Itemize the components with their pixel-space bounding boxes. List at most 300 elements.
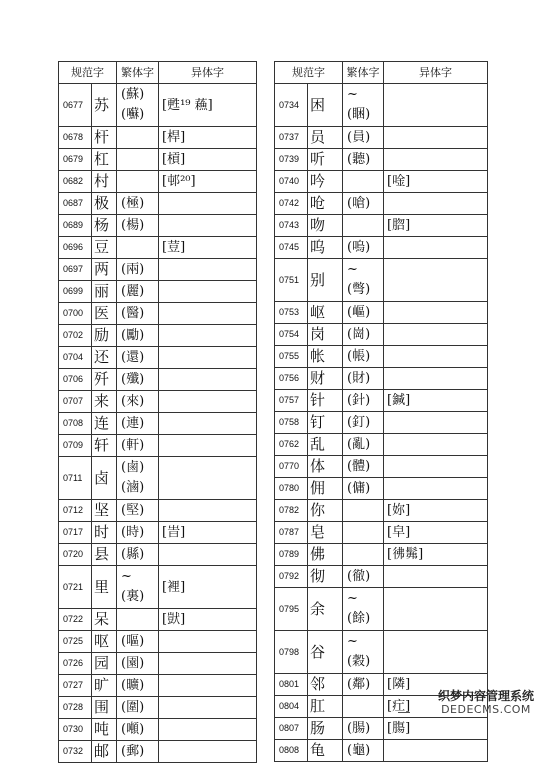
table-row xyxy=(59,237,257,259)
standard-char: 余 xyxy=(308,588,343,631)
traditional-cell xyxy=(343,302,384,324)
table-row xyxy=(59,675,257,697)
traditional-cell xyxy=(117,127,159,149)
table-row xyxy=(275,631,488,674)
traditional-cell xyxy=(343,588,384,631)
char-code: 0804 xyxy=(275,696,308,718)
traditional-char: (睏) xyxy=(347,107,371,122)
variant-char xyxy=(384,237,488,259)
traditional-cell xyxy=(343,544,384,566)
traditional-char: (體) xyxy=(347,458,371,474)
standard-char: 佛 xyxy=(308,544,343,566)
traditional-cell xyxy=(117,609,159,631)
standard-char: 丽 xyxy=(92,281,117,303)
variant-char: [膓] xyxy=(384,718,488,740)
standard-char: 财 xyxy=(308,368,343,390)
standard-char: 龟 xyxy=(308,740,343,762)
table-row xyxy=(59,653,257,675)
variant-char xyxy=(384,456,488,478)
table-row xyxy=(275,324,488,346)
variant-char xyxy=(159,653,257,675)
variant-char xyxy=(384,368,488,390)
char-code: 0730 xyxy=(59,719,92,741)
table-row xyxy=(59,631,257,653)
traditional-char: ~ xyxy=(347,634,358,649)
variant-char xyxy=(159,544,257,566)
char-code: 0789 xyxy=(275,544,308,566)
traditional-char: ~ xyxy=(347,87,358,102)
left-table-body xyxy=(59,84,257,763)
standard-char: 极 xyxy=(92,193,117,215)
char-code: 0734 xyxy=(275,84,308,127)
standard-char: 呆 xyxy=(92,609,117,631)
char-code: 0745 xyxy=(275,237,308,259)
variant-char xyxy=(159,675,257,697)
table-row xyxy=(59,281,257,303)
variant-char xyxy=(384,149,488,171)
variant-char: [桿] xyxy=(159,127,257,149)
char-code: 0808 xyxy=(275,740,308,762)
traditional-cell xyxy=(343,631,384,674)
variant-char: [荳] xyxy=(159,237,257,259)
char-code: 0708 xyxy=(59,413,92,435)
variant-char xyxy=(384,588,488,631)
traditional-cell xyxy=(343,674,384,696)
standard-char: 肛 xyxy=(308,696,343,718)
char-code: 0756 xyxy=(275,368,308,390)
standard-char: 岗 xyxy=(308,324,343,346)
variant-char xyxy=(159,435,257,457)
standard-char: 困 xyxy=(308,84,343,127)
traditional-char: (餘) xyxy=(347,611,371,626)
char-code: 0801 xyxy=(275,674,308,696)
traditional-cell xyxy=(117,435,159,457)
variant-char xyxy=(384,346,488,368)
standard-char: 连 xyxy=(92,413,117,435)
char-code: 0700 xyxy=(59,303,92,325)
table-row xyxy=(275,346,488,368)
traditional-cell xyxy=(117,741,159,763)
variant-char: [皁] xyxy=(384,522,488,544)
variant-char xyxy=(159,369,257,391)
standard-char: 呜 xyxy=(308,237,343,259)
char-code: 0807 xyxy=(275,718,308,740)
variant-char xyxy=(159,697,257,719)
table-row xyxy=(59,303,257,325)
standard-char: 彻 xyxy=(308,566,343,588)
table-row xyxy=(275,149,488,171)
traditional-cell xyxy=(343,500,384,522)
right-table xyxy=(274,61,488,762)
traditional-char: (圍) xyxy=(121,699,145,715)
right-table-body xyxy=(275,84,488,762)
traditional-cell xyxy=(343,237,384,259)
table-row xyxy=(59,325,257,347)
char-code: 0709 xyxy=(59,435,92,457)
standard-char: 里 xyxy=(92,566,117,609)
traditional-cell xyxy=(343,149,384,171)
char-code: 0689 xyxy=(59,215,92,237)
traditional-char: (殲) xyxy=(121,371,145,387)
char-code: 0679 xyxy=(59,149,92,171)
table-row xyxy=(275,456,488,478)
char-code: 0751 xyxy=(275,259,308,302)
traditional-char: (堅) xyxy=(121,502,145,518)
traditional-cell xyxy=(117,281,159,303)
table-row xyxy=(275,566,488,588)
traditional-char: (嘔) xyxy=(121,633,145,649)
char-code: 0721 xyxy=(59,566,92,609)
variant-char: [鍼] xyxy=(384,390,488,412)
variant-char xyxy=(159,281,257,303)
char-code: 0725 xyxy=(59,631,92,653)
table-row xyxy=(59,171,257,193)
char-code: 0727 xyxy=(59,675,92,697)
traditional-cell xyxy=(117,631,159,653)
standard-char: 来 xyxy=(92,391,117,413)
table-row xyxy=(59,413,257,435)
traditional-char: (來) xyxy=(121,393,145,409)
variant-char xyxy=(159,347,257,369)
char-code: 0697 xyxy=(59,259,92,281)
standard-char: 邮 xyxy=(92,741,117,763)
standard-char: 听 xyxy=(308,149,343,171)
traditional-char: (滷) xyxy=(121,480,145,495)
standard-char: 卤 xyxy=(92,457,117,500)
standard-char: 岖 xyxy=(308,302,343,324)
variant-char xyxy=(384,127,488,149)
table-row xyxy=(275,478,488,500)
table-row xyxy=(275,193,488,215)
standard-char: 时 xyxy=(92,522,117,544)
char-code: 0795 xyxy=(275,588,308,631)
table-row xyxy=(275,127,488,149)
char-code: 0780 xyxy=(275,478,308,500)
traditional-char: ~ xyxy=(347,591,358,606)
char-code: 0687 xyxy=(59,193,92,215)
variant-char xyxy=(384,566,488,588)
table-row xyxy=(59,215,257,237)
traditional-cell xyxy=(343,522,384,544)
variant-char: [旹] xyxy=(159,522,257,544)
standard-char: 还 xyxy=(92,347,117,369)
watermark-domain: DEDECMS.COM xyxy=(441,703,531,716)
table-row xyxy=(59,84,257,127)
table-row xyxy=(59,435,257,457)
traditional-cell xyxy=(117,457,159,500)
variant-char: [彿髴] xyxy=(384,544,488,566)
traditional-cell xyxy=(343,718,384,740)
variant-char: [唫] xyxy=(384,171,488,193)
char-code: 0678 xyxy=(59,127,92,149)
variant-char xyxy=(159,631,257,653)
variant-char: [妳] xyxy=(384,500,488,522)
traditional-cell xyxy=(117,566,159,609)
traditional-cell xyxy=(117,675,159,697)
table-row xyxy=(59,457,257,500)
traditional-cell xyxy=(117,237,159,259)
traditional-char: (帳) xyxy=(347,348,371,364)
variant-char xyxy=(159,193,257,215)
variant-char: [邨²⁰] xyxy=(159,171,257,193)
right-header-row xyxy=(275,62,488,84)
standard-char: 杆 xyxy=(92,127,117,149)
traditional-char: (腸) xyxy=(347,720,371,736)
standard-char: 别 xyxy=(308,259,343,302)
traditional-cell xyxy=(117,347,159,369)
variant-char xyxy=(384,740,488,762)
traditional-cell xyxy=(343,412,384,434)
char-code: 0742 xyxy=(275,193,308,215)
traditional-char: (楊) xyxy=(121,217,145,233)
header-traditional: 繁体字 xyxy=(117,62,159,84)
char-code: 0758 xyxy=(275,412,308,434)
traditional-cell xyxy=(117,522,159,544)
char-code: 0740 xyxy=(275,171,308,193)
variant-char xyxy=(159,391,257,413)
traditional-char: (曠) xyxy=(121,677,145,693)
table-row xyxy=(59,609,257,631)
traditional-cell xyxy=(343,390,384,412)
table-row xyxy=(275,171,488,193)
table-row xyxy=(275,390,488,412)
variant-char: [槓] xyxy=(159,149,257,171)
char-code: 0770 xyxy=(275,456,308,478)
char-code: 0707 xyxy=(59,391,92,413)
standard-char: 肠 xyxy=(308,718,343,740)
traditional-char: (噸) xyxy=(121,721,145,737)
table-row xyxy=(275,588,488,631)
traditional-char: (縣) xyxy=(121,546,145,562)
table-row xyxy=(59,544,257,566)
traditional-cell xyxy=(117,84,159,127)
variant-char xyxy=(384,259,488,302)
variant-char xyxy=(384,324,488,346)
char-code: 0682 xyxy=(59,171,92,193)
traditional-char: (傭) xyxy=(347,480,371,496)
char-code: 0753 xyxy=(275,302,308,324)
header-variant: 异体字 xyxy=(384,62,488,84)
left-table xyxy=(58,61,257,763)
standard-char: 吟 xyxy=(308,171,343,193)
traditional-cell xyxy=(117,149,159,171)
traditional-char: (徹) xyxy=(347,568,371,584)
traditional-cell xyxy=(117,544,159,566)
traditional-char: (軒) xyxy=(121,437,145,453)
char-code: 0717 xyxy=(59,522,92,544)
table-row xyxy=(59,697,257,719)
variant-char xyxy=(384,84,488,127)
traditional-cell xyxy=(117,171,159,193)
standard-char: 针 xyxy=(308,390,343,412)
traditional-cell xyxy=(343,127,384,149)
variant-char xyxy=(384,302,488,324)
traditional-char: (嶇) xyxy=(347,304,371,320)
standard-char: 豆 xyxy=(92,237,117,259)
traditional-char: (崗) xyxy=(347,326,371,342)
char-code: 0704 xyxy=(59,347,92,369)
standard-char: 两 xyxy=(92,259,117,281)
standard-char: 帐 xyxy=(308,346,343,368)
traditional-char: (醫) xyxy=(121,305,145,321)
standard-char: 医 xyxy=(92,303,117,325)
standard-char: 吨 xyxy=(92,719,117,741)
table-row xyxy=(59,741,257,763)
variant-char: [脗] xyxy=(384,215,488,237)
standard-char: 县 xyxy=(92,544,117,566)
traditional-char: (嗚) xyxy=(347,239,371,255)
header-standard: 规范字 xyxy=(59,62,117,84)
standard-char: 村 xyxy=(92,171,117,193)
header-variant: 异体字 xyxy=(159,62,257,84)
traditional-char: (郵) xyxy=(121,743,145,759)
traditional-cell xyxy=(343,259,384,302)
traditional-char: ~ xyxy=(121,569,132,584)
traditional-char: (極) xyxy=(121,195,145,211)
traditional-char: (聽) xyxy=(347,151,371,167)
standard-char: 坚 xyxy=(92,500,117,522)
standard-char: 吻 xyxy=(308,215,343,237)
variant-char xyxy=(384,631,488,674)
traditional-char: (嗆) xyxy=(347,195,371,211)
variant-char xyxy=(159,457,257,500)
char-code: 0743 xyxy=(275,215,308,237)
standard-char: 谷 xyxy=(308,631,343,674)
header-standard: 规范字 xyxy=(275,62,343,84)
standard-char: 杨 xyxy=(92,215,117,237)
char-code: 0787 xyxy=(275,522,308,544)
table-row xyxy=(59,369,257,391)
variant-char xyxy=(384,478,488,500)
char-code: 0699 xyxy=(59,281,92,303)
traditional-cell xyxy=(343,193,384,215)
traditional-char: (兩) xyxy=(121,261,145,277)
table-row xyxy=(275,215,488,237)
traditional-char: (勵) xyxy=(121,327,145,343)
traditional-cell xyxy=(343,171,384,193)
char-code: 0728 xyxy=(59,697,92,719)
traditional-char: (鹵) xyxy=(121,460,145,475)
variant-char xyxy=(384,193,488,215)
page-dash xyxy=(398,712,410,713)
traditional-cell xyxy=(343,215,384,237)
table-row xyxy=(59,259,257,281)
char-code: 0754 xyxy=(275,324,308,346)
traditional-char: (亂) xyxy=(347,436,371,452)
variant-char: [隣] xyxy=(384,674,488,696)
char-code: 0798 xyxy=(275,631,308,674)
traditional-cell xyxy=(117,413,159,435)
traditional-char: (龜) xyxy=(347,742,371,758)
standard-char: 杠 xyxy=(92,149,117,171)
variant-char xyxy=(159,741,257,763)
traditional-cell xyxy=(343,368,384,390)
traditional-cell xyxy=(117,193,159,215)
standard-char: 员 xyxy=(308,127,343,149)
traditional-char: (釘) xyxy=(347,414,371,430)
char-code: 0757 xyxy=(275,390,308,412)
variant-char xyxy=(159,303,257,325)
traditional-char: (穀) xyxy=(347,654,371,669)
variant-char xyxy=(159,259,257,281)
table-row xyxy=(275,84,488,127)
header-traditional: 繁体字 xyxy=(343,62,384,84)
table-row xyxy=(59,193,257,215)
standard-char: 皂 xyxy=(308,522,343,544)
char-code: 0712 xyxy=(59,500,92,522)
traditional-cell xyxy=(343,346,384,368)
standard-char: 乱 xyxy=(308,434,343,456)
char-code: 0739 xyxy=(275,149,308,171)
traditional-char: ~ xyxy=(347,262,358,277)
variant-char xyxy=(384,412,488,434)
traditional-char: (彆) xyxy=(347,282,371,297)
traditional-cell xyxy=(117,391,159,413)
traditional-char: (囌) xyxy=(121,107,145,122)
char-code: 0755 xyxy=(275,346,308,368)
table-row xyxy=(59,149,257,171)
traditional-cell xyxy=(117,697,159,719)
traditional-cell xyxy=(343,566,384,588)
traditional-char: (鄰) xyxy=(347,676,371,692)
table-row xyxy=(59,127,257,149)
standard-char: 邻 xyxy=(308,674,343,696)
table-row xyxy=(275,718,488,740)
table-row xyxy=(59,522,257,544)
variant-char xyxy=(159,215,257,237)
table-row xyxy=(275,302,488,324)
traditional-char: (麗) xyxy=(121,283,145,299)
standard-char: 园 xyxy=(92,653,117,675)
table-row xyxy=(275,237,488,259)
char-code: 0782 xyxy=(275,500,308,522)
traditional-cell xyxy=(117,215,159,237)
traditional-cell xyxy=(343,740,384,762)
table-row xyxy=(275,434,488,456)
traditional-cell xyxy=(117,369,159,391)
table-row xyxy=(275,500,488,522)
watermark-title: 织梦内容管理系统 xyxy=(437,689,534,703)
table-row xyxy=(59,566,257,609)
char-code: 0722 xyxy=(59,609,92,631)
variant-char xyxy=(159,500,257,522)
char-code: 0706 xyxy=(59,369,92,391)
variant-char: [疘] xyxy=(384,696,488,718)
standard-char: 苏 xyxy=(92,84,117,127)
traditional-cell xyxy=(343,324,384,346)
char-code: 0726 xyxy=(59,653,92,675)
traditional-cell xyxy=(117,653,159,675)
char-code: 0792 xyxy=(275,566,308,588)
variant-char: [裡] xyxy=(159,566,257,609)
variant-char xyxy=(159,325,257,347)
traditional-char: (蘇) xyxy=(121,87,145,102)
char-code: 0732 xyxy=(59,741,92,763)
table-row xyxy=(275,740,488,762)
traditional-char: (園) xyxy=(121,655,145,671)
standard-char: 呛 xyxy=(308,193,343,215)
traditional-char: (財) xyxy=(347,370,371,386)
table-row xyxy=(59,391,257,413)
table-row xyxy=(275,544,488,566)
table-row xyxy=(275,412,488,434)
left-header-row xyxy=(59,62,257,84)
variant-char: [獃] xyxy=(159,609,257,631)
traditional-char: (員) xyxy=(347,129,371,145)
standard-char: 歼 xyxy=(92,369,117,391)
standard-char: 体 xyxy=(308,456,343,478)
char-code: 0711 xyxy=(59,457,92,500)
